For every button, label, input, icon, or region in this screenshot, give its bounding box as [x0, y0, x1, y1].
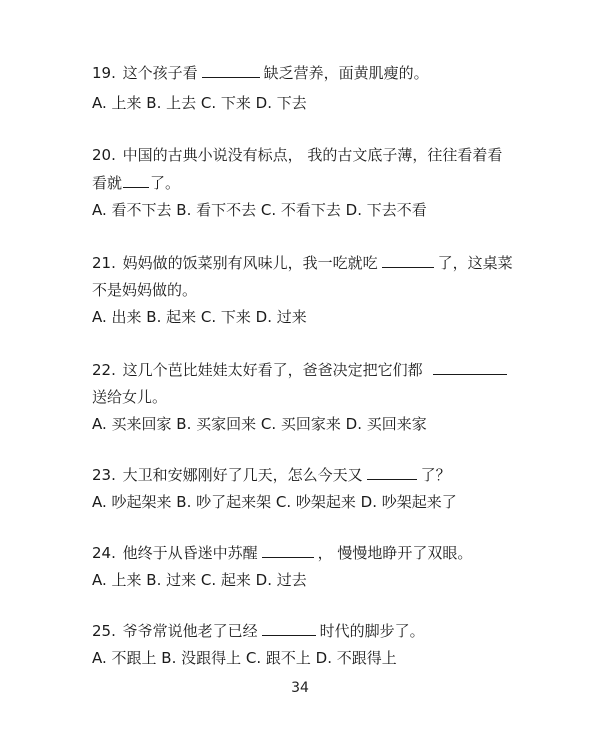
- answer-blank: [123, 173, 149, 188]
- question-22-options: A. 买来回家 B. 买家回来 C. 买回家来 D. 买回来家: [92, 415, 427, 433]
- answer-blank: [262, 543, 314, 558]
- question-text: 中国的古典小说没有标点， 我的古文底子薄，往往看着看: [122, 146, 503, 164]
- question-number: 19.: [92, 64, 116, 82]
- question-text: ， 慢慢地睁开了双眼。: [317, 544, 473, 562]
- question-25-text: [92, 621, 522, 641]
- question-number: 21.: [92, 254, 116, 272]
- question-21-text-line2: 不是妈妈做的。: [92, 281, 198, 299]
- question-text: 大卫和安娜刚好了几天，怎么今天又: [122, 466, 363, 484]
- answer-blank: [202, 63, 260, 78]
- question-24-text: [92, 543, 522, 563]
- question-text: 他终于从昏迷中苏醒: [122, 544, 258, 562]
- question-text: 这个孩子看: [122, 64, 198, 82]
- question-text: 了，这桌菜: [437, 254, 513, 272]
- question-number: 23.: [92, 466, 116, 484]
- question-25-options: A. 不跟上 B. 没跟得上 C. 跟不上 D. 不跟得上: [92, 649, 397, 667]
- question-number: 20.: [92, 146, 116, 164]
- page-number: 34: [291, 680, 309, 696]
- question-text: 缺乏营养，面黄肌瘦的。: [263, 64, 429, 82]
- question-number: 25.: [92, 622, 116, 640]
- question-text: 了。: [150, 174, 181, 192]
- answer-blank: [382, 253, 434, 268]
- question-text: 了？: [420, 466, 451, 484]
- question-text: 这几个芭比娃娃太好看了，爸爸决定把它们都: [122, 361, 423, 379]
- question-text: 爷爷常说他老了已经: [122, 622, 258, 640]
- question-20-options: A. 看不下去 B. 看下不去 C. 不看下去 D. 下去不看: [92, 201, 427, 219]
- question-text: 看就: [92, 174, 123, 192]
- question-21-options: A. 出来 B. 起来 C. 下来 D. 过来: [92, 308, 307, 326]
- question-19-text: [92, 63, 522, 83]
- question-19-options: A. 上来 B. 上去 C. 下来 D. 下去: [92, 94, 307, 112]
- question-23-text: [92, 465, 522, 485]
- question-text: 妈妈做的饭菜别有风味儿，我一吃就吃: [122, 254, 378, 272]
- question-20-text-line2: [92, 173, 522, 193]
- question-22-text-line2: 送给女儿。: [92, 388, 168, 406]
- answer-blank: [262, 621, 316, 636]
- question-number: 24.: [92, 544, 116, 562]
- question-text: 时代的脚步了。: [319, 622, 425, 640]
- question-20-text: [92, 145, 522, 165]
- question-23-options: A. 吵起架来 B. 吵了起来架 C. 吵架起来 D. 吵架起来了: [92, 493, 457, 511]
- question-21-text: [92, 253, 522, 273]
- answer-blank: [367, 465, 417, 480]
- question-number: 22.: [92, 361, 116, 379]
- question-22-text: [92, 360, 522, 380]
- answer-blank: [433, 360, 507, 375]
- question-24-options: A. 上来 B. 过来 C. 起来 D. 过去: [92, 571, 307, 589]
